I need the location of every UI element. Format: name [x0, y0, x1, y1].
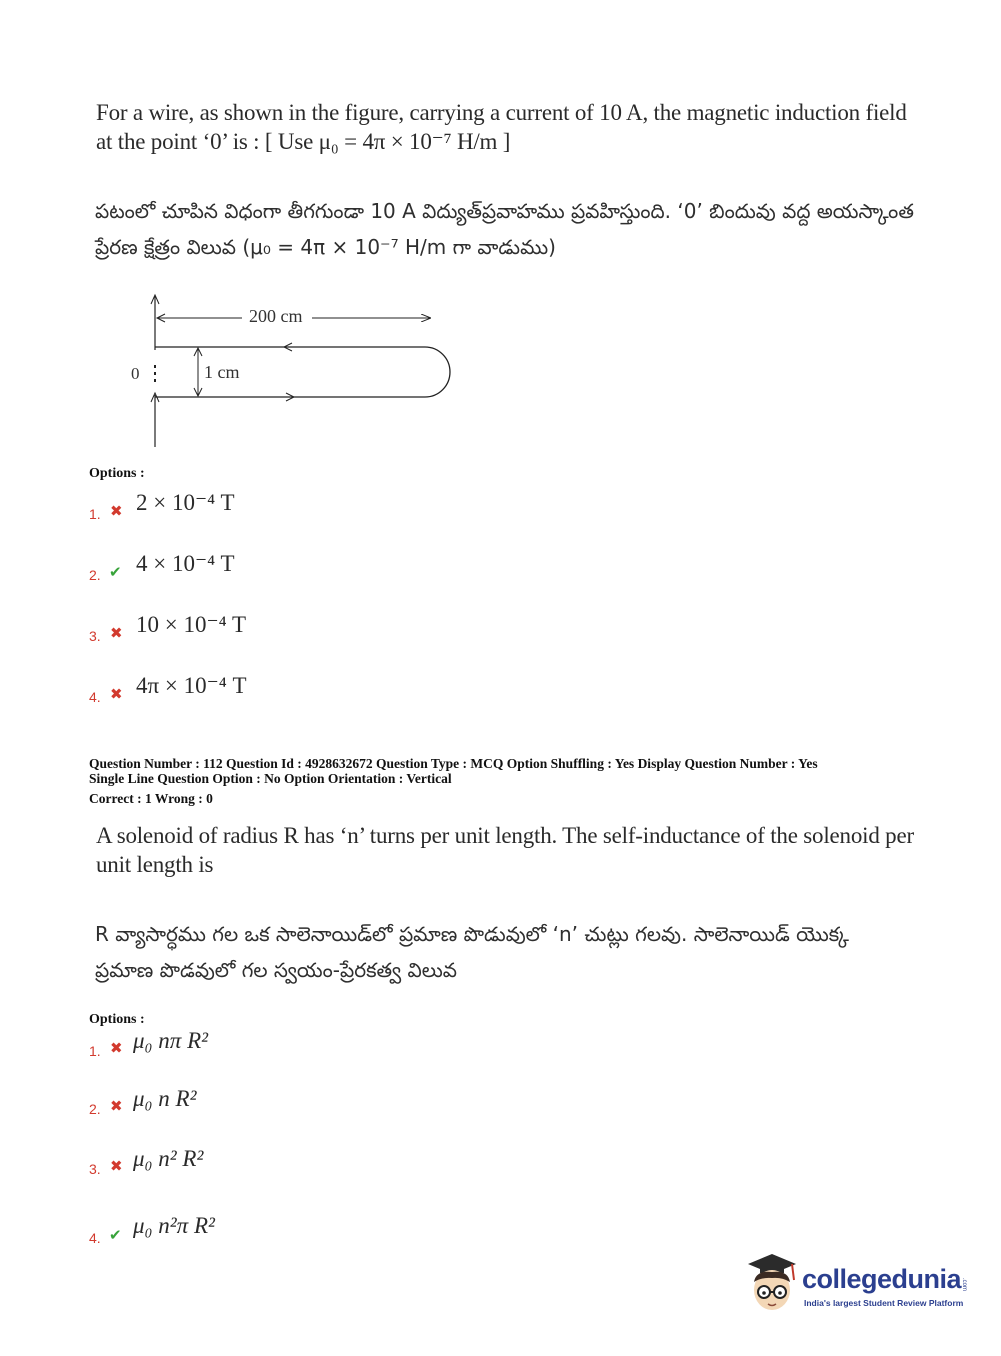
option-value: 2 × 10⁻⁴ T: [136, 490, 235, 515]
q1-option-3: [89, 609, 389, 649]
q2-options-label: Options :: [89, 1012, 145, 1027]
brand-name: collegedunia: [802, 1264, 962, 1294]
q1-text-en-line2: at the point ‘0’ is : [ Use μ₀ = 4π × 10⁻⁷ H/m ]: [96, 129, 511, 154]
option-value: 4π × 10⁻⁴ T: [136, 673, 247, 698]
option-value: 4 × 10⁻⁴ T: [136, 551, 235, 576]
hairpin-wire: [155, 347, 450, 397]
brand-suffix: .com: [961, 1277, 968, 1291]
check-icon: ✔: [109, 1226, 122, 1244]
option-number: 4.: [89, 1230, 101, 1246]
option-number: 1.: [89, 506, 101, 522]
q2-option-1: [89, 1025, 389, 1065]
option-value: μ₀ n² R²: [133, 1146, 204, 1171]
option-value: μ₀ n²π R²: [133, 1213, 215, 1238]
option-number: 3.: [89, 1161, 101, 1177]
q1-text-te-line1: పటంలో చూపిన విధంగా తీగగుండా 10 A విద్యుత్‌ప్రవాహము ప్రవహిస్తుంది. ‘0’ బిందువు వద్ద అయస్కాంత: [95, 199, 914, 223]
q1-text-te-line2: ప్రేరణ క్షేత్రం విలువ (μ₀ = 4π × 10⁻⁷ H/m గా వాడుము): [95, 235, 556, 259]
q2-text-en-line1: A solenoid of radius R has ‘n’ turns per unit length. The self-inductance of the solenoid per: [96, 823, 914, 848]
wrong-icon: ✖: [110, 502, 123, 520]
option-value: μ₀ nπ R²: [133, 1028, 209, 1053]
figure-length-label: 200 cm: [249, 306, 303, 326]
student-mascot-icon: [742, 1250, 802, 1318]
figure-gap-label: 1 cm: [204, 362, 240, 382]
option-value: μ₀ n R²: [133, 1086, 197, 1111]
q2-meta-line2: Single Line Question Option : No Option Orientation : Vertical: [89, 771, 452, 786]
wrong-icon: ✖: [110, 685, 123, 703]
q1-option-4: [89, 670, 389, 710]
q2-option-3: [89, 1143, 389, 1183]
q2-option-2: [89, 1083, 389, 1123]
option-value: 10 × 10⁻⁴ T: [136, 612, 247, 637]
q2-text-te-line1: R వ్యాసార్ధము గల ఒక సాలెనాయిడ్‌లో ప్రమాణ పొడువులో ‘n’ చుట్లు గలవు. సాలెనాయిడ్ యొక్క: [95, 922, 849, 946]
q2-meta-line3: Correct : 1 Wrong : 0: [89, 791, 213, 806]
collegedunia-logo: [742, 1250, 972, 1320]
wrong-icon: ✖: [110, 624, 123, 642]
q2-text-te-line2: ప్రమాణ పొడవులో గల స్వయం-ప్రేరకత్వ విలువ: [95, 958, 458, 982]
option-number: 2.: [89, 567, 101, 583]
q1-text-en-line1: For a wire, as shown in the figure, carrying a current of 10 A, the magnetic induction field: [96, 100, 907, 125]
q2-meta-line1: Question Number : 112 Question Id : 4928632672 Question Type : MCQ Option Shuffling : Yes Display Question Number : Yes: [89, 756, 818, 771]
q1-option-2: [89, 548, 389, 588]
figure-point-label: 0: [131, 364, 140, 383]
option-number: 2.: [89, 1101, 101, 1117]
q2-text-en-line2: unit length is: [96, 852, 214, 877]
q1-option-1: [89, 487, 389, 527]
option-number: 3.: [89, 628, 101, 644]
wrong-icon: ✖: [110, 1097, 123, 1115]
wrong-icon: ✖: [110, 1157, 123, 1175]
brand-tagline: India's largest Student Review Platform: [804, 1298, 964, 1308]
check-icon: ✔: [109, 563, 122, 581]
q2-option-4: [89, 1212, 389, 1252]
option-number: 1.: [89, 1043, 101, 1059]
wrong-icon: ✖: [110, 1039, 123, 1057]
q1-options-label: Options :: [89, 466, 145, 481]
option-number: 4.: [89, 689, 101, 705]
